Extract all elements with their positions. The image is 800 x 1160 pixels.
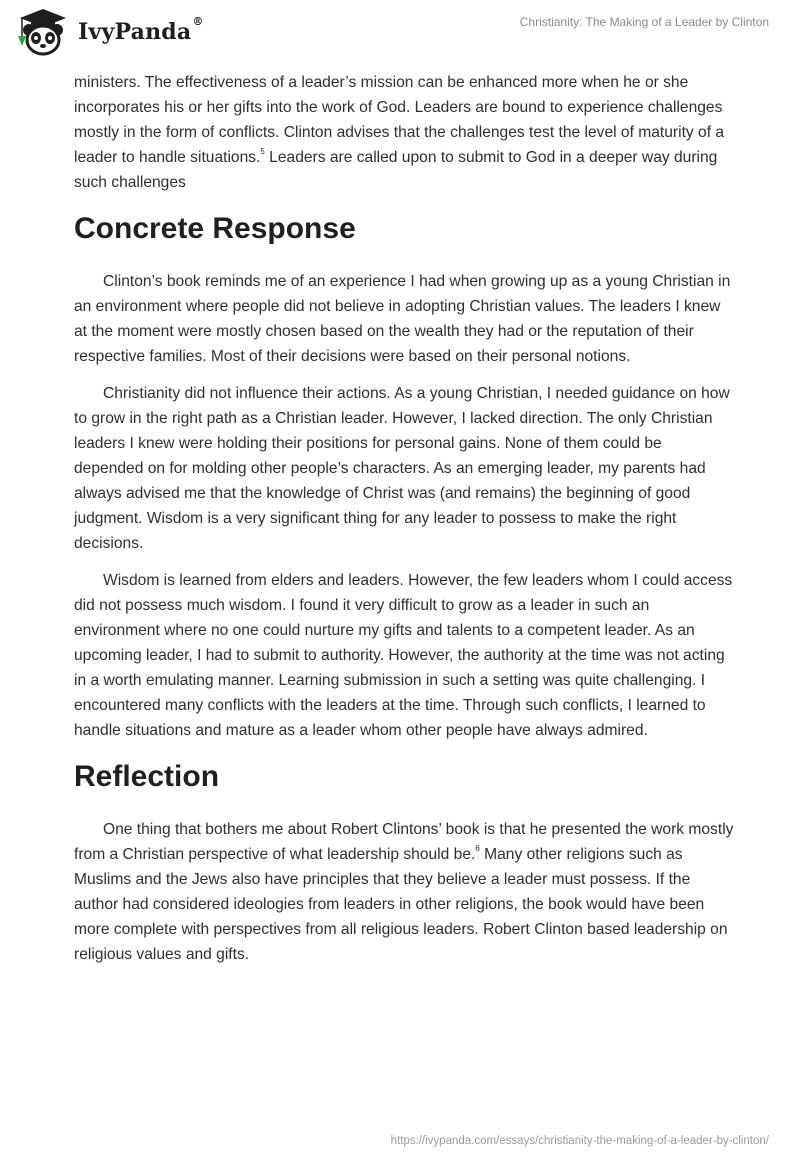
document-title: Christianity: The Making of a Leader by Clinton <box>519 15 769 29</box>
paragraph: Wisdom is learned from elders and leaders. However, the few leaders whom I could access did not possess much wisdom. I found it very difficult to grow as a leader in such an environment where no one could nurture my gifts and talents to a competent leader. As an upcoming leader, I had to submit to authority. However, the authority at the time was not acting in a worth emulating manner. Learning submission in such a setting was quite challenging. I encountered many conflicts with the leaders at the time. Through such conflicts, I learned to handle situations and mature as a leader whom other people have always admired. <box>74 572 733 739</box>
section-heading-concrete-response: Concrete Response <box>74 212 356 245</box>
footnote-ref[interactable]: 5 <box>260 146 265 156</box>
ivypanda-logo[interactable] <box>14 6 204 58</box>
intro-paragraph: ministers. The effectiveness of a leader’s mission can be enhanced more when he or she incorporates his or her gifts into the work of God. Leaders are bound to experience challenges mostly in the form of conflicts. Clinton advises that the challenges test the level of maturity of a leader to handle situations.$^5$ Leaders are called upon to submit to God in a deeper way during such challenges <box>74 74 725 191</box>
logo-wordmark: IvyPanda® <box>78 15 204 45</box>
page-header <box>0 0 800 68</box>
reflection-paragraph: One thing that bothers me about Robert Clintons’ book is that he presented the work mostly from a Christian perspective of what leadership should be.$^6$ Many other religions such as Muslims and the Jews also have principles that they believe a leader must possess. If the author had considered ideologies from leaders in other religions, the book would have been more complete with perspectives from all religious leaders. Robert Clinton based leadership on religious values and gifts. <box>74 821 734 963</box>
registered-mark: ® <box>192 15 204 28</box>
source-url[interactable]: https://ivypanda.com/essays/christianity-the-making-of-a-leader-by-clinton/ <box>390 1135 769 1147</box>
panda-logo-icon <box>14 6 72 58</box>
section-heading-reflection: Reflection <box>74 760 220 793</box>
footnote-ref[interactable]: 6 <box>475 843 480 853</box>
paragraph: Clinton’s book reminds me of an experience I had when growing up as a young Christian in an environment where people did not believe in adopting Christian values. The leaders I knew at the moment were mostly chosen based on the wealth they had or the reputation of their respective families. Most of their decisions were based on their personal notions. <box>74 273 731 365</box>
essay-body <box>74 70 734 979</box>
paragraph: Christianity did not influence their actions. As a young Christian, I needed guidance on how to grow in the right path as a Christian leader. However, I lacked direction. The only Christian leaders I knew were holding their positions for personal gains. None of them could be depended on for molding other people’s characters. As an emerging leader, my parents had always advised me that the knowledge of Christ was (and remains) the beginning of good judgment. Wisdom is a very significant thing for any leader to possess to make the right decisions. <box>74 385 730 552</box>
